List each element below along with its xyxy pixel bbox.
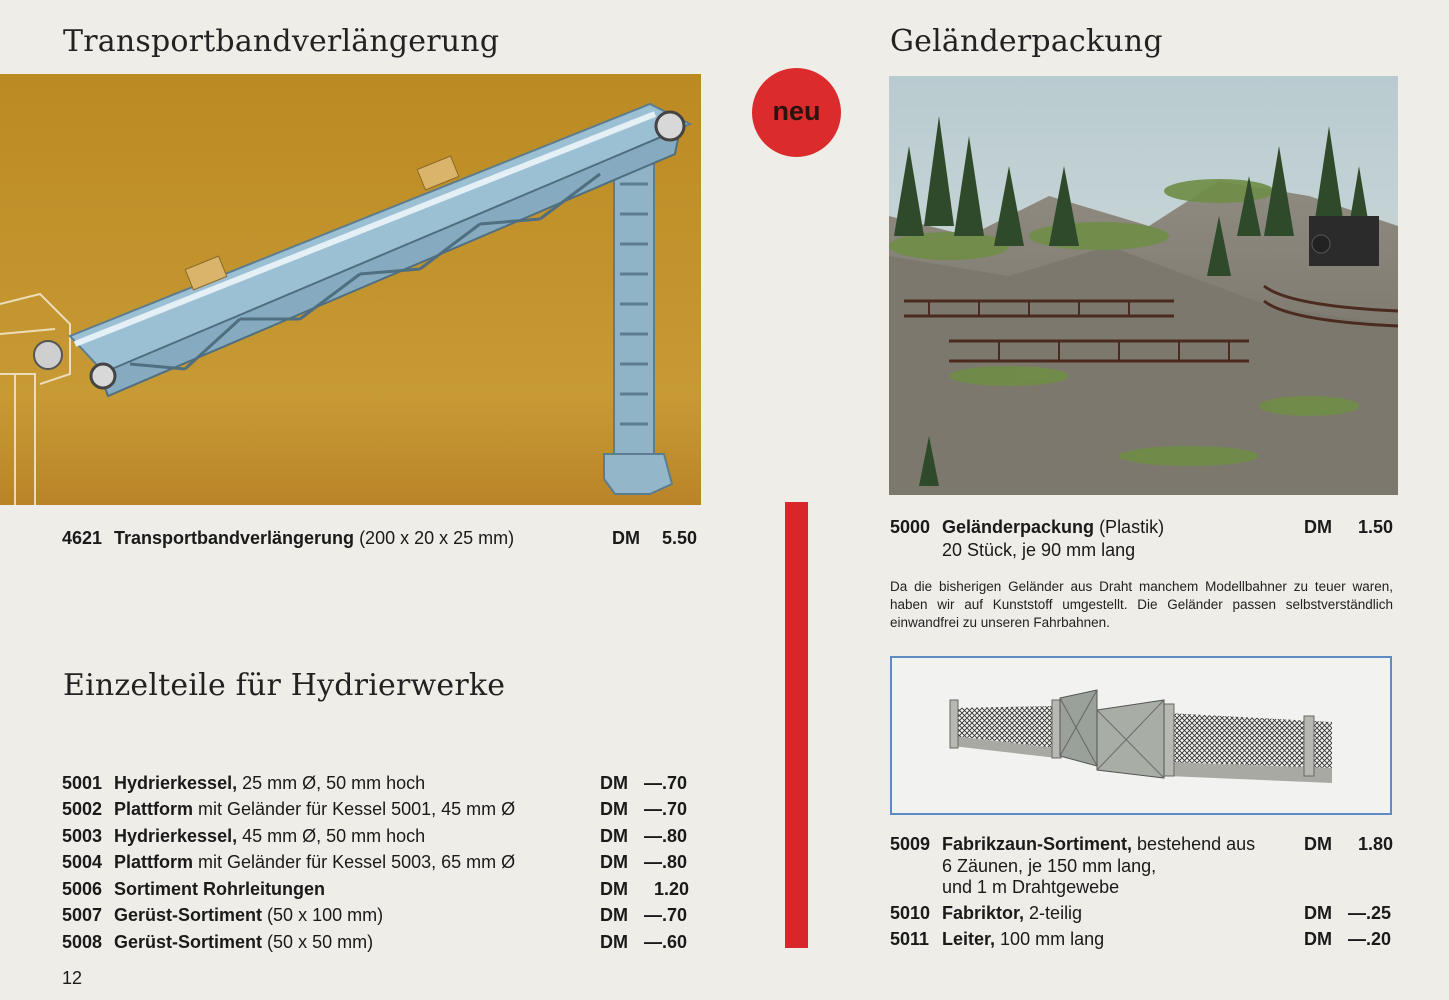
- item-name: Transportbandverlängerung: [114, 528, 355, 548]
- new-badge: neu: [752, 68, 841, 157]
- price-value: —.20: [1348, 929, 1392, 949]
- list-item-price: [600, 905, 687, 926]
- list-item-price: [600, 932, 687, 953]
- currency: DM: [612, 528, 640, 548]
- price-value: 1.80: [1358, 834, 1394, 854]
- price-5009: [1304, 834, 1393, 855]
- item-number: 5000: [890, 517, 931, 537]
- currency: DM: [1304, 517, 1332, 537]
- page-number: 12: [62, 968, 83, 988]
- divider-bar: [785, 502, 808, 948]
- price-5000: [1304, 517, 1393, 538]
- item-5011: [890, 929, 1104, 949]
- list-item: [62, 799, 515, 819]
- item-name: Sortiment Rohrleitungen: [114, 879, 325, 899]
- item-number: 5008: [62, 932, 103, 952]
- fence-image-frame: [890, 656, 1392, 815]
- list-item: [62, 932, 373, 952]
- item-name: Gerüst-Sortiment: [114, 905, 263, 925]
- list-item-price: [600, 879, 689, 900]
- list-item-price: [600, 799, 687, 820]
- price-5011: [1304, 929, 1391, 950]
- item-5000-line2: 20 Stück, je 90 mm lang: [942, 540, 1136, 560]
- item-detail: bestehend aus: [1137, 834, 1256, 854]
- item-name: Plattform: [114, 852, 194, 872]
- item-name: Fabriktor,: [942, 903, 1025, 923]
- description-text: Da die bisherigen Geländer aus Draht manchem Modellbahner zu teuer waren, haben wir auf Kunststoff umgestellt. Die Geländer passen selbstverständlich einwandfrei zu unseren Fahrbahnen.: [890, 579, 1393, 630]
- currency: DM: [600, 773, 628, 793]
- item-name: Hydrierkessel,: [114, 826, 238, 846]
- item-5000: [890, 517, 1164, 537]
- list-item: [62, 852, 515, 872]
- currency: DM: [1304, 929, 1332, 949]
- list-item-price: [600, 826, 687, 847]
- item-number: 5004: [62, 852, 103, 872]
- item-number: 5007: [62, 905, 103, 925]
- list-item: [62, 879, 325, 899]
- item-4621: [62, 528, 514, 548]
- item-name: Fabrikzaun-Sortiment,: [942, 834, 1133, 854]
- price-value: 1.50: [1358, 517, 1394, 537]
- list-item: [62, 773, 425, 793]
- price-value: 1.20: [654, 879, 690, 899]
- landscape-photo: [889, 76, 1398, 495]
- item-number: 5009: [890, 834, 931, 854]
- list-item-price: [600, 852, 687, 873]
- currency: DM: [600, 932, 628, 952]
- item-number: 5006: [62, 879, 103, 899]
- currency: DM: [600, 879, 628, 899]
- item-detail: 100 mm lang: [1000, 929, 1105, 949]
- item-detail: 45 mm Ø, 50 mm hoch: [242, 826, 426, 846]
- item-number: 5010: [890, 903, 931, 923]
- price-value: —.60: [644, 932, 688, 952]
- item-number: 4621: [62, 528, 103, 548]
- hydrier-heading: Einzelteile für Hydrierwerke: [63, 668, 506, 703]
- item-detail: 25 mm Ø, 50 mm hoch: [242, 773, 426, 793]
- item-name: Gerüst-Sortiment: [114, 932, 263, 952]
- item-5009: [890, 834, 1255, 854]
- item-detail: 2-teilig: [1029, 903, 1083, 923]
- list-item: [62, 826, 425, 846]
- item-name: Leiter,: [942, 929, 996, 949]
- item-5009-line2: 6 Zäunen, je 150 mm lang,: [942, 856, 1157, 876]
- item-number: 5001: [62, 773, 103, 793]
- price-value: —.70: [644, 799, 688, 819]
- item-detail: (50 x 100 mm): [267, 905, 384, 925]
- currency: DM: [1304, 834, 1332, 854]
- item-5010: [890, 903, 1082, 923]
- item-name: Plattform: [114, 799, 194, 819]
- currency: DM: [600, 905, 628, 925]
- right-heading: Geländerpackung: [890, 24, 1163, 59]
- conveyor-photo: [0, 74, 701, 505]
- item-detail: (200 x 20 x 25 mm): [359, 528, 515, 548]
- item-detail: mit Geländer für Kessel 5001, 45 mm Ø: [198, 799, 516, 819]
- price-value: —.70: [644, 905, 688, 925]
- currency: DM: [600, 852, 628, 872]
- price-value: —.70: [644, 773, 688, 793]
- currency: DM: [1304, 903, 1332, 923]
- price-value: —.80: [644, 852, 688, 872]
- item-5009-line3: und 1 m Drahtgewebe: [942, 877, 1120, 897]
- currency: DM: [600, 826, 628, 846]
- fence-illustration: [892, 658, 1390, 813]
- item-number: 5003: [62, 826, 103, 846]
- item-number: 5002: [62, 799, 103, 819]
- price-5010: [1304, 903, 1391, 924]
- item-name: Hydrierkessel,: [114, 773, 238, 793]
- list-item: [62, 905, 383, 925]
- item-detail: (Plastik): [1099, 517, 1165, 537]
- item-detail: (50 x 50 mm): [267, 932, 374, 952]
- currency: DM: [600, 799, 628, 819]
- price-value: —.80: [644, 826, 688, 846]
- price-value: 5.50: [662, 528, 698, 548]
- list-item-price: [600, 773, 687, 794]
- item-detail: mit Geländer für Kessel 5003, 65 mm Ø: [198, 852, 516, 872]
- price-value: —.25: [1348, 903, 1392, 923]
- item-number: 5011: [890, 929, 930, 949]
- left-heading: Transportbandverlängerung: [63, 24, 500, 59]
- price-4621: [612, 528, 697, 549]
- item-name: Geländerpackung: [942, 517, 1095, 537]
